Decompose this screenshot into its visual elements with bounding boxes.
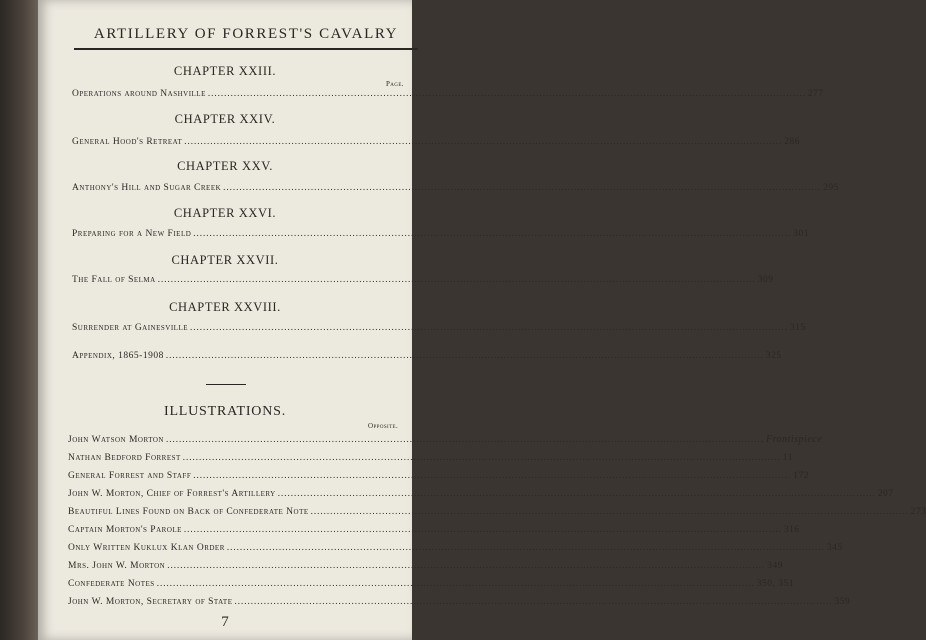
toc-entry-title: Surrender at Gainesville [72, 323, 188, 333]
illustration-page: 273 [910, 507, 926, 517]
chapter-heading: CHAPTER XXV. [177, 159, 273, 173]
appendix-page: 325 [765, 351, 782, 361]
leader-dots [311, 506, 909, 516]
illustration-entry [68, 506, 926, 517]
illustration-title: Nathan Bedford Forrest [68, 453, 181, 463]
illustration-page: 11 [782, 453, 793, 463]
page-number: 7 [221, 614, 229, 630]
leader-dots [184, 524, 782, 534]
toc-entry-page: 295 [823, 183, 839, 193]
appendix-entry [72, 350, 782, 361]
chapter-heading: CHAPTER XXVI. [173, 206, 277, 220]
toc-entry-page: 301 [793, 229, 810, 239]
illustration-page: 172 [793, 471, 809, 481]
opposite-label: Opposite. [368, 422, 399, 430]
leader-dots [193, 228, 791, 238]
section-divider [206, 384, 246, 385]
toc-entry-title: Preparing for a New Field [72, 229, 192, 239]
illustration-entry [68, 524, 800, 535]
running-head: ARTILLERY OF FORREST'S CAVALRY [93, 26, 399, 42]
illustration-entry [68, 470, 809, 481]
appendix-title: Appendix, 1865-1908 [72, 351, 164, 361]
illustration-entry [68, 578, 794, 589]
leader-dots [208, 88, 806, 98]
toc-entry-title: Anthony's Hill and Sugar Creek [72, 183, 222, 193]
toc-entry-page: 309 [757, 275, 774, 285]
chapter-heading: CHAPTER XXIV. [174, 112, 276, 126]
toc-entry-page: 286 [784, 137, 800, 147]
illustration-entry [68, 542, 843, 553]
illustration-title: John Watson Morton [68, 435, 164, 445]
chapter-heading: CHAPTER XXIII. [173, 64, 277, 78]
toc-entry [72, 182, 839, 193]
illustration-entry [68, 452, 793, 463]
leader-dots [167, 560, 765, 570]
illustration-entry [68, 488, 894, 499]
illustration-page: 316 [783, 525, 800, 535]
chapter-heading: CHAPTER XXVIII. [169, 300, 281, 314]
illustration-title: Captain Morton's Parole [68, 525, 182, 535]
illustration-title: Only Written Kuklux Klan Order [68, 543, 225, 553]
leader-dots [183, 452, 781, 462]
toc-entry-title: Operations around Nashville [72, 89, 206, 99]
toc-entry-title: The Fall of Selma [72, 275, 156, 285]
book-page [38, 0, 926, 640]
toc-entry [72, 274, 774, 285]
toc-entry [72, 322, 806, 333]
book-spine-shadow [0, 0, 38, 640]
illustration-title: Confederate Notes [68, 579, 155, 589]
toc-entry [72, 88, 824, 99]
leader-dots [166, 350, 764, 360]
illustration-entry [68, 434, 823, 445]
illustration-page: Frontispiece [765, 434, 823, 445]
toc-entry-page: 277 [807, 89, 824, 99]
toc-entry-title: General Hood's Retreat [72, 137, 183, 147]
illustration-page: 207 [877, 489, 894, 499]
illustration-page: 359 [834, 597, 851, 607]
leader-dots [227, 542, 825, 552]
leader-dots [193, 470, 791, 480]
illustration-title: John W. Morton, Secretary of State [68, 597, 233, 607]
toc-entry-page: 315 [790, 323, 806, 333]
chapter-heading: CHAPTER XXVII. [171, 253, 279, 267]
illustration-entry [68, 596, 851, 607]
illustration-page: 349 [767, 561, 783, 571]
leader-dots [190, 322, 788, 332]
illustrations-heading: ILLUSTRATIONS. [163, 404, 287, 419]
leader-dots [278, 488, 876, 498]
toc-entry [72, 136, 800, 147]
illustration-title: John W. Morton, Chief of Forrest's Artillery [68, 489, 276, 499]
illustration-page: 345 [826, 543, 843, 553]
illustration-title: Beautiful Lines Found on Back of Confederate Note [68, 507, 309, 517]
leader-dots [158, 274, 756, 284]
leader-dots [166, 434, 764, 444]
toc-entry [72, 228, 810, 239]
leader-dots [234, 596, 832, 606]
illustration-page: 350, 351 [756, 579, 794, 589]
illustration-entry [68, 560, 783, 571]
head-rule [74, 48, 418, 50]
page-label: Page. [386, 80, 404, 88]
leader-dots [157, 578, 755, 588]
illustration-title: General Forrest and Staff [68, 471, 192, 481]
illustration-title: Mrs. John W. Morton [68, 561, 166, 571]
leader-dots [184, 136, 782, 146]
leader-dots [223, 182, 821, 192]
